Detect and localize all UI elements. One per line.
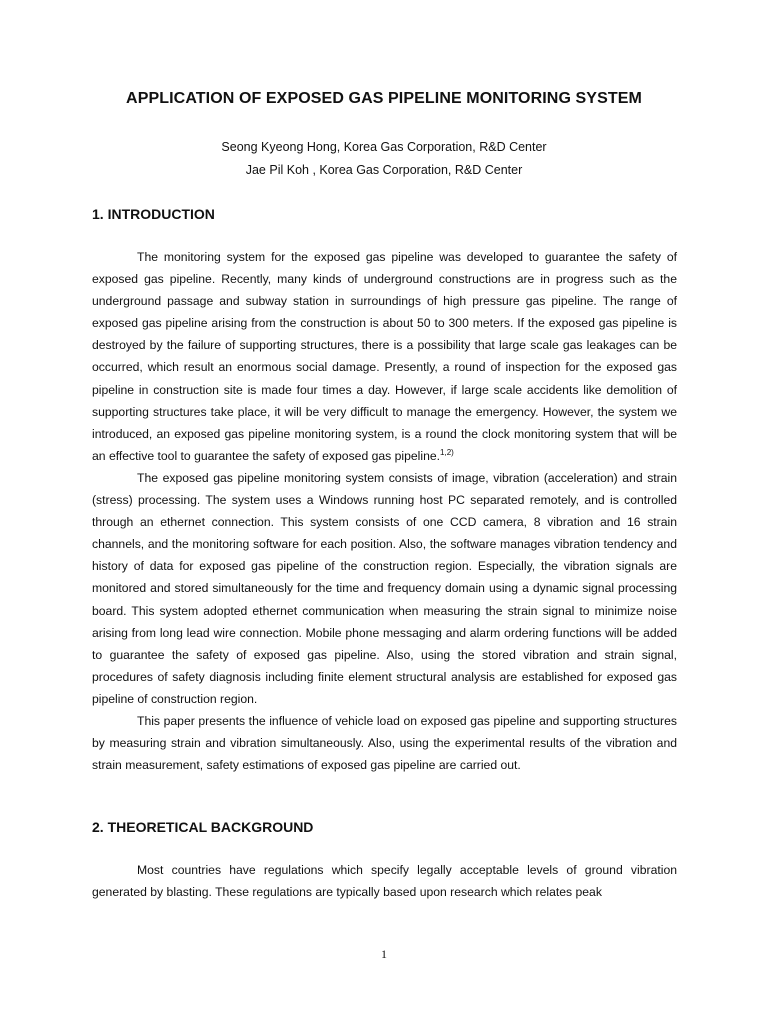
paragraph: The exposed gas pipeline monitoring system consists of image, vibration (acceleration) and strain (stress) processing. The system uses a Windows running host PC separated remotely, and is controlled through an ethernet connection. This system consists of one CCD camera, 8 vibration and 16 strain channels, and the monitoring software for each position. Also, the software manages vibration tendency and history of data for exposed gas pipeline of the construction region. Especially, the vibration signals are monitored and stored simultaneously for the time and frequency domain using a dynamic signal processing board. This system adopted ethernet communication when measuring the strain signal to minimize noise arising from long lead wire connection. Mobile phone messaging and alarm ordering functions will be added to guarantee the safety of exposed gas pipeline. Also, using the stored vibration and strain signal, procedures of safety diagnosis including finite element structural analysis are established for exposed gas pipeline of construction region. — [92, 470, 677, 706]
section-heading-theoretical-background: 2. THEORETICAL BACKGROUND — [92, 819, 314, 835]
theoretical-background-body — [92, 859, 677, 903]
paragraph: This paper presents the influence of vehicle load on exposed gas pipeline and supporting structures by measuring strain and vibration simultaneously. Also, using the experimental results of the vibration and strain measurement, safety estimations of exposed gas pipeline are carried out. — [92, 713, 677, 773]
paragraph — [92, 246, 677, 467]
section-heading-introduction: 1. INTRODUCTION — [92, 206, 215, 222]
page-number: 1 — [381, 947, 387, 961]
paragraph-text: The monitoring system for the exposed gas pipeline was developed to guarantee the safety of exposed gas pipeline. Recently, many kinds of underground constructions are in progress such as the underground passage and subway station in surroundings of high pressure gas pipeline. The range of exposed gas pipeline arising from the construction is about 50 to 300 meters. If the exposed gas pipeline is destroyed by the failure of supporting structures, there is a possibility that large scale gas leakages can be occurred, which result an enormous social damage. Presently, a round of inspection for the exposed gas pipeline in construction site is made four times a day. However, if large scale accidents like demolition of supporting structures take place, it will be very difficult to manage the emergency. However, the system we introduced, an exposed gas pipeline monitoring system, is a round the clock monitoring system that will be an effective tool to guarantee the safety of exposed gas pipeline. — [92, 250, 677, 463]
author-line-2: Jae Pil Koh , Korea Gas Corporation, R&D Center — [245, 163, 523, 177]
citation-marker: 1,2) — [440, 447, 454, 457]
introduction-body — [92, 246, 677, 776]
author-line-1: Seong Kyeong Hong, Korea Gas Corporation, R&D Center — [221, 140, 547, 154]
paragraph: Most countries have regulations which specify legally acceptable levels of ground vibration generated by blasting. These regulations are typically based upon research which relates peak — [92, 863, 677, 900]
paper-title: APPLICATION OF EXPOSED GAS PIPELINE MONITORING SYSTEM — [126, 90, 642, 107]
